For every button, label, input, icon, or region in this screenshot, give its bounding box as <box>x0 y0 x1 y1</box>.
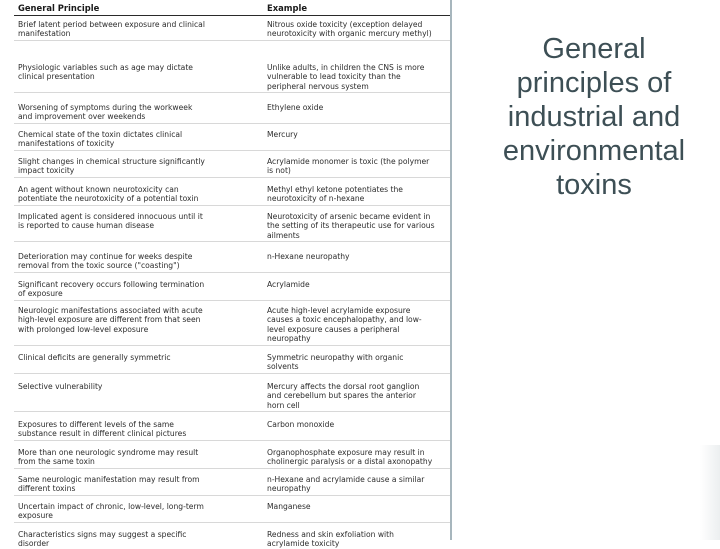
table-cell-example <box>267 475 449 494</box>
cell-line: clinical presentation <box>18 72 95 82</box>
cell-line: exposure <box>18 511 53 521</box>
cell-line: Acrylamide monomer is toxic (the polymer <box>267 157 430 166</box>
cell-line: vulnerable to lead toxicity than the <box>267 72 401 82</box>
row-separator <box>14 300 450 301</box>
table-cell-example <box>267 306 449 344</box>
cell-line: An agent without known neurotoxicity can <box>18 185 179 194</box>
cell-line: n-Hexane and acrylamide cause a similar <box>267 475 425 484</box>
cell-line: and cerebellum but spares the anterior <box>267 391 416 401</box>
table-cell-example <box>267 103 449 112</box>
cell-line: Ethylene oxide <box>267 103 324 112</box>
table-cell-example <box>267 20 449 39</box>
cell-line: Organophosphate exposure may result in <box>267 448 425 457</box>
cell-line: Characteristics signs may suggest a specific <box>18 530 187 539</box>
table-cell-example <box>267 252 449 261</box>
cell-line: Unlike adults, in children the CNS is more <box>267 63 425 72</box>
cell-line: neuropathy <box>267 334 311 344</box>
cell-line: Worsening of symptoms during the workweek <box>18 103 193 112</box>
table-cell-principle <box>18 130 258 149</box>
table-cell-principle <box>18 530 258 549</box>
cell-line: disorder <box>18 539 50 549</box>
row-separator <box>14 241 450 242</box>
cell-line: Neurotoxicity of arsenic became evident in <box>267 212 431 221</box>
cell-line: Chemical state of the toxin dictates clinical <box>18 130 183 139</box>
cell-line: level exposure causes a peripheral <box>267 324 400 334</box>
row-separator <box>14 411 450 412</box>
row-separator <box>14 495 450 496</box>
cell-line: the setting of its therapeutic use for various <box>267 221 435 231</box>
table-cell-example <box>267 530 449 549</box>
table-cell-principle <box>18 280 258 299</box>
cell-line: Mercury <box>267 130 298 139</box>
table-cell-principle <box>18 353 258 362</box>
cell-line: horn cell <box>267 400 300 410</box>
cell-line: Acute high-level acrylamide exposure <box>267 306 411 315</box>
table-cell-example <box>267 382 449 410</box>
cell-line: Acrylamide <box>267 280 310 289</box>
cell-line: Deterioration may continue for weeks despite <box>18 252 193 261</box>
cell-line: Nitrous oxide toxicity (exception delayed <box>267 20 423 29</box>
cell-line: removal from the toxic source ("coasting") <box>18 261 180 271</box>
cell-line: Symmetric neuropathy with organic <box>267 353 404 362</box>
cell-line: solvents <box>267 362 299 372</box>
table-cell-example <box>267 448 449 467</box>
cell-line: peripheral nervous system <box>267 81 369 91</box>
cell-line: Manganese <box>267 502 311 511</box>
header-rule <box>14 15 450 16</box>
cell-line: More than one neurologic syndrome may result <box>18 448 199 457</box>
cell-line: Slight changes in chemical structure significantly <box>18 157 205 166</box>
cell-line: is not) <box>267 166 291 176</box>
row-separator <box>14 440 450 441</box>
slide-title-line: industrial and <box>507 101 681 133</box>
cell-line: Same neurologic manifestation may result from <box>18 475 200 484</box>
row-separator <box>14 468 450 469</box>
slide-title-line: toxins <box>556 169 632 201</box>
table-cell-principle <box>18 212 258 231</box>
cell-line: impact toxicity <box>18 166 75 176</box>
cell-line: Exposures to different levels of the same <box>18 420 174 429</box>
cell-line: high-level exposure are different from that seen <box>18 315 201 325</box>
cell-line: different toxins <box>18 484 76 494</box>
cell-line: acrylamide toxicity <box>267 539 340 549</box>
slide-title-line: principles of <box>516 67 672 99</box>
cell-line: substance result in different clinical pictures <box>18 429 187 439</box>
cell-line: Selective vulnerability <box>18 382 103 391</box>
cell-line: manifestation <box>18 29 71 39</box>
slide-title <box>477 32 711 202</box>
row-separator <box>14 150 450 151</box>
cell-line: Implicated agent is considered innocuous until it <box>18 212 203 221</box>
row-separator <box>14 373 450 374</box>
table-cell-principle <box>18 502 258 521</box>
row-separator <box>14 205 450 206</box>
table-cell-example <box>267 212 449 240</box>
column-header-principle: General Principle <box>18 3 100 13</box>
row-separator <box>14 522 450 523</box>
row-separator <box>14 92 450 93</box>
cell-line: Mercury affects the dorsal root ganglion <box>267 382 420 391</box>
table-cell-example <box>267 280 449 289</box>
table-cell-principle <box>18 475 258 494</box>
table-cell-example <box>267 353 449 372</box>
table-cell-principle <box>18 382 258 391</box>
cell-line: Redness and skin exfoliation with <box>267 530 394 539</box>
table-cell-principle <box>18 306 258 334</box>
cell-line: Significant recovery occurs following termination <box>18 280 205 289</box>
cell-line: of exposure <box>18 289 63 299</box>
cell-line: n-Hexane neuropathy <box>267 252 350 261</box>
cell-line: is reported to cause human disease <box>18 221 155 231</box>
table-cell-principle <box>18 185 258 204</box>
cell-line: with prolonged low-level exposure <box>18 324 149 334</box>
table-cell-principle <box>18 103 258 122</box>
table-cell-principle <box>18 63 258 82</box>
table-cell-principle <box>18 252 258 271</box>
table-cell-example <box>267 157 449 176</box>
cell-line: causes a toxic encephalopathy, and low- <box>267 315 422 325</box>
table-cell-example <box>267 63 449 91</box>
row-separator <box>14 177 450 178</box>
cell-line: Carbon monoxide <box>267 420 335 429</box>
cell-line: Methyl ethyl ketone potentiates the <box>267 185 403 194</box>
corner-decoration <box>700 445 720 540</box>
cell-line: manifestations of toxicity <box>18 139 115 149</box>
cell-line: Uncertain impact of chronic, low-level, long-term <box>18 502 204 511</box>
cell-line: and improvement over weekends <box>18 112 146 122</box>
cell-line: Neurologic manifestations associated with acute <box>18 306 203 315</box>
table-cell-example <box>267 130 449 139</box>
table-cell-example <box>267 420 449 429</box>
cell-line: neuropathy <box>267 484 311 494</box>
table-cell-principle <box>18 20 258 39</box>
table-cell-example <box>267 502 449 511</box>
slide-title-line: environmental <box>502 135 686 167</box>
cell-line: Physiologic variables such as age may dictate <box>18 63 193 72</box>
row-separator <box>14 345 450 346</box>
cell-line: ailments <box>267 230 300 240</box>
row-separator <box>14 272 450 273</box>
row-separator <box>14 123 450 124</box>
cell-line: Clinical deficits are generally symmetric <box>18 353 171 362</box>
table-cell-principle <box>18 420 258 439</box>
cell-line: potentiate the neurotoxicity of a potential toxin <box>18 194 199 204</box>
row-separator <box>14 40 450 41</box>
cell-line: neurotoxicity of n-hexane <box>267 194 365 204</box>
slide-title-line: General <box>542 33 646 65</box>
table-cell-principle <box>18 448 258 467</box>
cell-line: neurotoxicity with organic mercury methyl) <box>267 29 432 39</box>
cell-line: Brief latent period between exposure and clinical <box>18 20 205 29</box>
cell-line: cholinergic paralysis or a distal axonopathy <box>267 457 433 467</box>
column-header-example: Example <box>267 3 308 13</box>
table-cell-example <box>267 185 449 204</box>
table-cell-principle <box>18 157 258 176</box>
cell-line: from the same toxin <box>18 457 95 467</box>
